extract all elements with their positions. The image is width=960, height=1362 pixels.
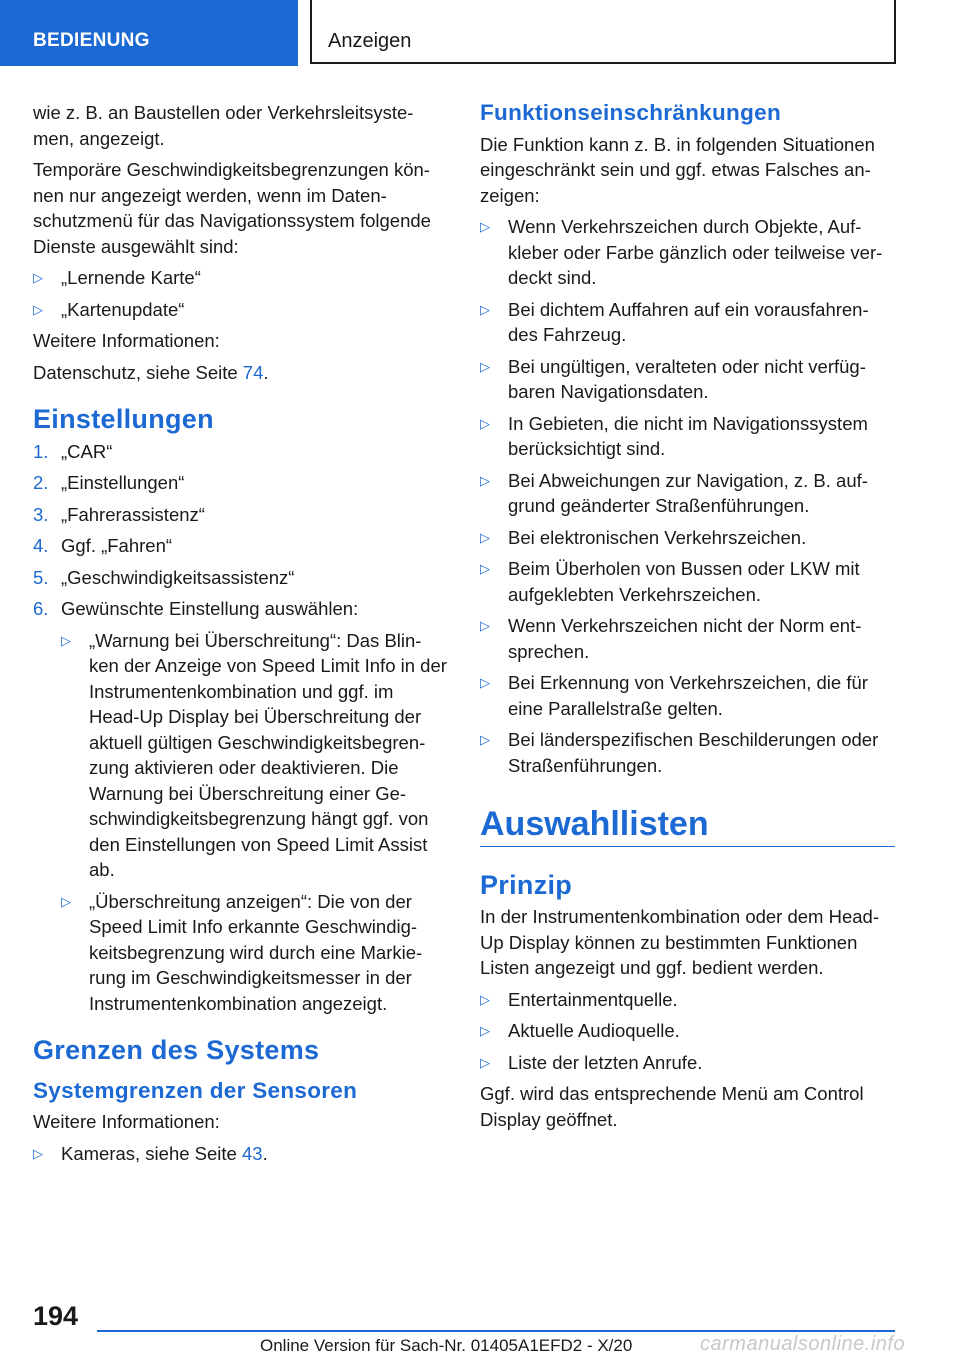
footer-rule bbox=[97, 1330, 895, 1332]
triangle-bullet-icon: ▷ bbox=[61, 632, 71, 648]
triangle-bullet-icon: ▷ bbox=[480, 618, 490, 633]
list-item: ▷ „Kartenupdate“ bbox=[33, 297, 448, 323]
heading-principle: Prinzip bbox=[480, 869, 573, 900]
triangle-bullet-icon: ▷ bbox=[480, 529, 490, 545]
page-link[interactable]: 43 bbox=[241, 1142, 263, 1164]
step-item: 4. Ggf. „Fahren“ bbox=[33, 535, 173, 556]
list-item: ▷ Liste der letzten Anrufe. bbox=[480, 1050, 895, 1076]
triangle-bullet-icon: ▷ bbox=[480, 732, 490, 747]
triangle-bullet-icon: ▷ bbox=[480, 301, 490, 317]
heading-limits: Grenzen des Systems bbox=[33, 1035, 320, 1065]
heading-sensors: Systemgrenzen der Sensoren bbox=[33, 1077, 358, 1103]
steps-list bbox=[33, 439, 448, 1017]
paragraph: Die Funktion kann z. B. in folgenden Situationen eingeschränkt sein und ggf. etwas Falsches an-zeigen: bbox=[480, 133, 875, 206]
bullet-list bbox=[33, 265, 448, 322]
step-item: 1. „CAR“ bbox=[33, 440, 113, 462]
triangle-bullet-icon: ▷ bbox=[61, 893, 71, 909]
heading-selection-lists: Auswahllisten bbox=[480, 812, 895, 847]
triangle-bullet-icon: ▷ bbox=[480, 1023, 490, 1038]
chapter-title: Anzeigen bbox=[310, 0, 896, 64]
triangle-bullet-icon: ▷ bbox=[33, 301, 43, 317]
triangle-bullet-icon: ▷ bbox=[33, 1145, 43, 1161]
list-item: ▷ Wenn Verkehrszeichen nicht der Norm ent-sprechen. bbox=[480, 615, 862, 662]
triangle-bullet-icon: ▷ bbox=[480, 1054, 490, 1070]
triangle-bullet-icon: ▷ bbox=[480, 561, 490, 576]
list-item: ▷ „Lernende Karte“ bbox=[33, 265, 448, 291]
bullet-list bbox=[480, 214, 895, 778]
triangle-bullet-icon: ▷ bbox=[33, 270, 43, 285]
list-item: ▷ Wenn Verkehrszeichen durch Objekte, Auf-kleber oder Farbe gänzlich oder teilweise ver-deckt sind. bbox=[480, 216, 883, 288]
right-column bbox=[480, 100, 895, 1138]
list-item: ▷ Bei dichtem Auffahren auf ein vorausfahren-des Fahrzeug. bbox=[480, 298, 869, 345]
bullet-list bbox=[33, 1141, 448, 1167]
step-item: 6. Gewünschte Einstellung auswählen: ▷ „Warnung bei Überschreitung“: Das Blin-ken der Anzeige von Speed Limit Info in der Instrumentenkombination und ggf. im Head-Up Display bei Überschreitung der aktuell gültigen Geschwindigkeitsbegren-zung aktivieren oder deaktivieren. Die Warnung bei Überschreitung einer Ge-schwindigkeitsbegrenzung hängt ggf. von den Einstellungen von Speed Limit Assist ab. ▷ „Überschreitung anzeigen“: Die von der Speed Limit Info erkannte Geschwindig-keitsbegrenzung wird durch eine Markie-rung im Geschwindigkeitsmesser in der Instrumentenkombination angezeigt. bbox=[33, 596, 448, 1016]
paragraph: In der Instrumentenkombination oder dem Head-Up Display können zu bestimmten Funktionen Listen angezeigt und ggf. bedient werden. bbox=[480, 906, 879, 978]
list-item: ▷ Bei länderspezifischen Beschilderungen oder Straßenführungen. bbox=[480, 729, 879, 776]
triangle-bullet-icon: ▷ bbox=[480, 358, 490, 374]
paragraph: Temporäre Geschwindigkeitsbegrenzungen kön-nen nur angezeigt werden, wenn im Daten-schutzmenü für das Navigationssystem folgende Dienste ausgewählt sind: bbox=[33, 159, 431, 257]
list-item: ▷ Bei ungültigen, veralteten oder nicht verfüg-baren Navigationsdaten. bbox=[480, 355, 866, 402]
watermark: carmanualsonline.info bbox=[700, 1333, 906, 1355]
paragraph: Weitere Informationen: bbox=[33, 330, 220, 351]
paragraph: Datenschutz, siehe Seite 74. bbox=[33, 361, 269, 383]
page-link[interactable]: 74 bbox=[242, 361, 264, 383]
step-item: 5. „Geschwindigkeitsassistenz“ bbox=[33, 566, 295, 588]
paragraph: Weitere Informationen: bbox=[33, 1111, 220, 1132]
list-item: ▷ „Warnung bei Überschreitung“: Das Blin-ken der Anzeige von Speed Limit Info in der Instrumentenkombination und ggf. im Head-Up Display bei Überschreitung der aktuell gültigen Geschwindigkeitsbegren-zung aktivieren oder deaktivieren. Die Warnung bei Überschreitung einer Ge-schwindigkeitsbegrenzung hängt ggf. von den Einstellungen von Speed Limit Assist ab. bbox=[61, 629, 447, 880]
list-item: ▷ In Gebieten, die nicht im Navigationssystem berücksichtigt sind. bbox=[480, 412, 868, 459]
step-item: 3. „Fahrerassistenz“ bbox=[33, 503, 205, 525]
list-item: ▷ Aktuelle Audioquelle. bbox=[480, 1018, 895, 1044]
sub-bullet-list bbox=[61, 628, 448, 1017]
triangle-bullet-icon: ▷ bbox=[480, 675, 490, 690]
triangle-bullet-icon: ▷ bbox=[480, 219, 490, 234]
heading-function-limits: Funktionseinschränkungen bbox=[480, 100, 781, 125]
list-item: ▷ „Überschreitung anzeigen“: Die von der Speed Limit Info erkannte Geschwindig-keitsbegrenzung wird durch eine Markie-rung im Geschwindigkeitsmesser in der Instrumentenkombination angezeigt. bbox=[61, 890, 423, 1014]
list-item: ▷ Kameras, siehe Seite 43. bbox=[33, 1141, 448, 1167]
paragraph: Ggf. wird das entsprechende Menü am Control Display geöffnet. bbox=[480, 1083, 864, 1130]
triangle-bullet-icon: ▷ bbox=[480, 415, 490, 431]
page-header bbox=[0, 0, 960, 66]
list-item: ▷ Bei elektronischen Verkehrszeichen. bbox=[480, 525, 895, 551]
step-item: 2. „Einstellungen“ bbox=[33, 472, 185, 493]
triangle-bullet-icon: ▷ bbox=[480, 472, 490, 488]
triangle-bullet-icon: ▷ bbox=[480, 991, 490, 1007]
page-number: 194 bbox=[33, 1301, 79, 1331]
heading-settings: Einstellungen bbox=[33, 404, 214, 434]
bullet-list bbox=[480, 987, 895, 1076]
left-column bbox=[33, 100, 448, 1172]
list-item: ▷ Bei Erkennung von Verkehrszeichen, die für eine Parallelstraße gelten. bbox=[480, 672, 868, 719]
footer-version: Online Version für Sach-Nr. 01405A1EFD2 - X/20 bbox=[260, 1336, 633, 1355]
paragraph: wie z. B. an Baustellen oder Verkehrsleitsyste-men, angezeigt. bbox=[33, 102, 414, 149]
section-tab: BEDIENUNG bbox=[0, 0, 298, 66]
list-item: ▷ Beim Überholen von Bussen oder LKW mit aufgeklebten Verkehrszeichen. bbox=[480, 558, 860, 605]
list-item: ▷ Entertainmentquelle. bbox=[480, 987, 895, 1013]
list-item: ▷ Bei Abweichungen zur Navigation, z. B. auf-grund geänderter Straßenführungen. bbox=[480, 469, 868, 516]
